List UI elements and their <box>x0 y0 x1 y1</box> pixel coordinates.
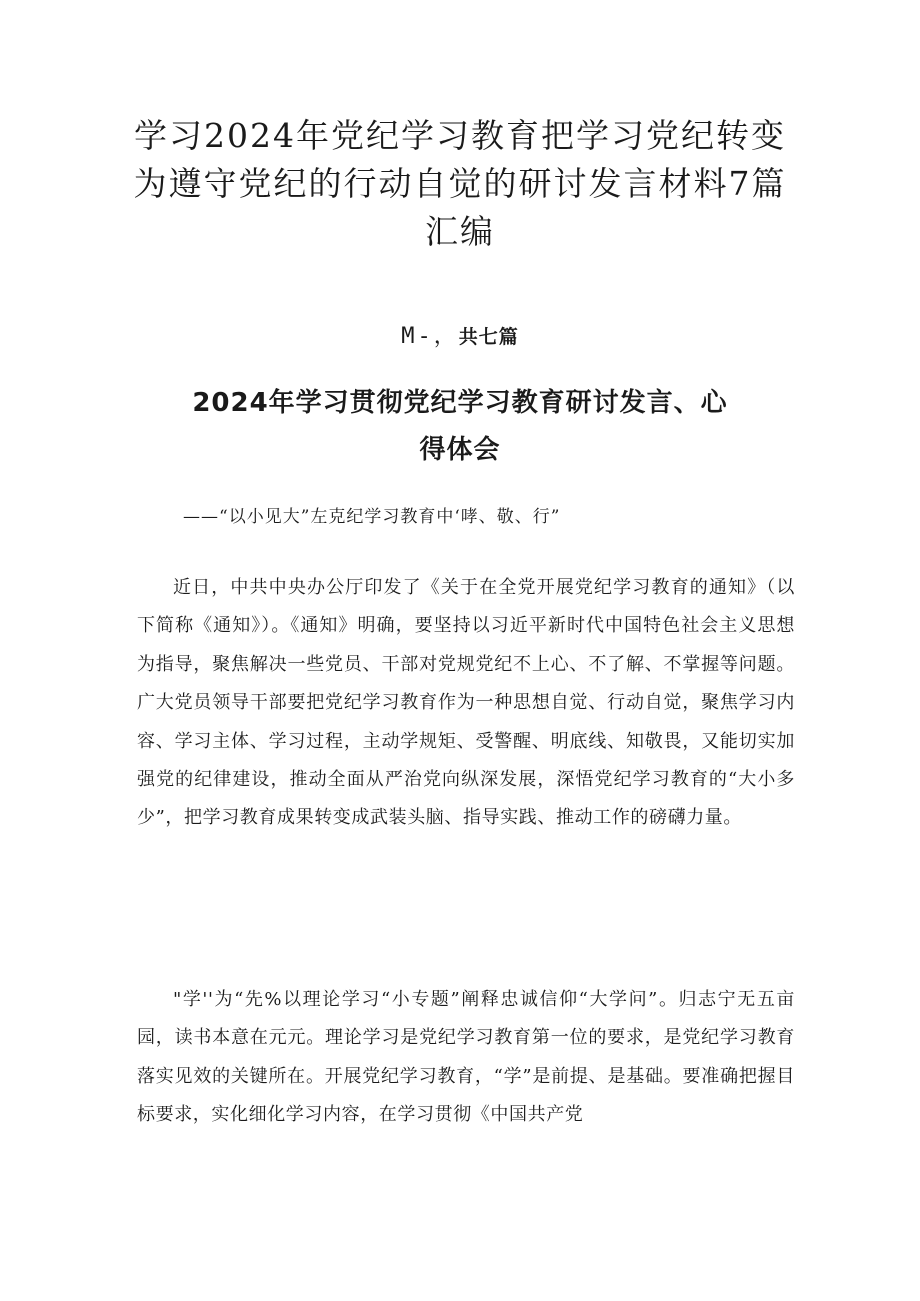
document-title: 学习2024年党纪学习教育把学习党纪转变为遵守党纪的行动自觉的研讨发言材料7篇汇编 <box>133 116 787 251</box>
collection-mark: M-， <box>401 324 459 349</box>
section-title: 2024年学习贯彻党纪学习教育研讨发言、心得体会 <box>192 388 728 465</box>
collection-count: 共七篇 <box>458 326 519 348</box>
body-paragraph: 近日，中共中央办公厅印发了《关于在全党开展党纪学习教育的通知》（以下简称《通知》）。《通知》明确，要坚持以习近平新时代中国特色社会主义思想为指导，聚焦解决一些党员、干部对党规党纪不上心、不了解、不掌握等问题。广大党员领导干部要把党纪学习教育作为一种思想自觉、行动自觉，聚焦学习内容、学习主体、学习过程，主动学规矩、受警醒、明底线、知敬畏，又能切实加强党的纪律建设，推动全面从严治党向纵深发展，深悟党纪学习教育的“大小多少”，把学习教育成果转变成武装头脑、指导实践、推动工作的磅礴力量。 <box>137 577 795 829</box>
body-paragraph: "学''为“先%以理论学习“小专题”阐释忠诚信仰“大学问”。归志宁无五亩园，读书本意在元元。理论学习是党纪学习教育第一位的要求，是党纪学习教育落实见效的关键所在。开展党纪学习教育，“学”是前提、是基础。要准确把握目标要求，实化细化学习内容，在学习贯彻《中国共产党 <box>137 989 795 1126</box>
collection-info <box>0 322 920 352</box>
section-subtitle: ——“以小见大”左克纪学习教育中‘哮、敬、行” <box>183 507 561 527</box>
